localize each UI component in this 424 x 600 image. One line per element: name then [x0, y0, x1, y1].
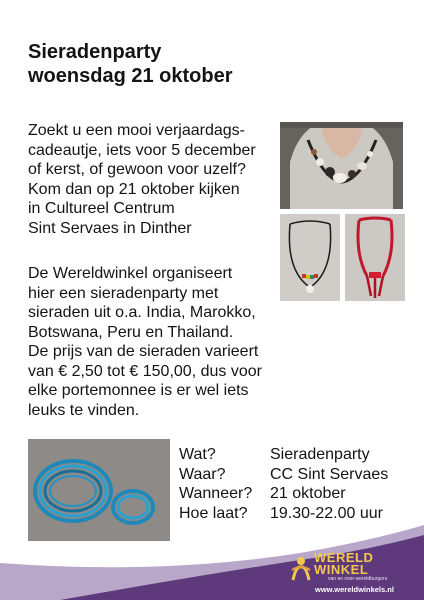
detail-label: Waar?: [179, 465, 226, 483]
intro-paragraph: [28, 121, 256, 238]
logo-word-1: WERELD: [314, 550, 374, 565]
body-line: sieraden uit o.a. India, Marokko,: [28, 304, 256, 321]
black-necklace-photo: [280, 214, 340, 301]
wereldwinkel-logo: [290, 552, 414, 598]
detail-row: [179, 465, 388, 485]
intro-line: Sint Servaes in Dinther: [28, 219, 192, 237]
intro-line: of kerst, of gewoon voor uzelf?: [28, 161, 246, 178]
logo-figure-icon: [290, 556, 312, 582]
title-line-1: Sieradenparty: [28, 41, 162, 63]
detail-value: 21 oktober: [270, 485, 346, 502]
detail-value: Sieradenparty: [270, 446, 370, 463]
logo-tagline: van en voor wereldburgers: [328, 576, 388, 582]
detail-row: [179, 484, 388, 504]
necklace-photo: [280, 122, 403, 209]
page-title: [28, 40, 233, 88]
body-paragraph: [28, 264, 262, 420]
detail-value: 19.30-22.00 uur: [270, 504, 383, 522]
detail-value: CC Sint Servaes: [270, 465, 389, 483]
body-line: De prijs van de sieraden varieert: [28, 343, 259, 360]
body-line: De Wereldwinkel organiseert: [28, 265, 233, 282]
body-line: leuks te vinden.: [28, 401, 140, 419]
intro-line: Zoekt u een mooi verjaardags-: [28, 122, 245, 139]
detail-row: [179, 445, 388, 465]
intro-line: cadeautje, iets voor 5 december: [28, 141, 256, 159]
detail-label: Wat?: [179, 446, 216, 463]
body-line: Botswana, Peru en Thailand.: [28, 323, 234, 341]
intro-line: in Cultureel Centrum: [28, 200, 175, 217]
body-line: elke portemonnee is er wel iets: [28, 382, 249, 399]
detail-label: Hoe laat?: [179, 504, 248, 522]
detail-label: Wanneer?: [179, 485, 253, 502]
body-line: hier een sieradenparty met: [28, 284, 219, 302]
body-line: van € 2,50 tot € 150,00, dus voor: [28, 362, 262, 380]
title-line-2: woensdag 21 oktober: [28, 65, 233, 87]
intro-line: Kom dan op 21 oktober kijken: [28, 180, 240, 198]
website-url[interactable]: www.wereldwinkels.nl: [315, 585, 394, 594]
logo-word-2: WINKEL: [314, 562, 369, 577]
red-necklace-photo: [345, 214, 405, 301]
